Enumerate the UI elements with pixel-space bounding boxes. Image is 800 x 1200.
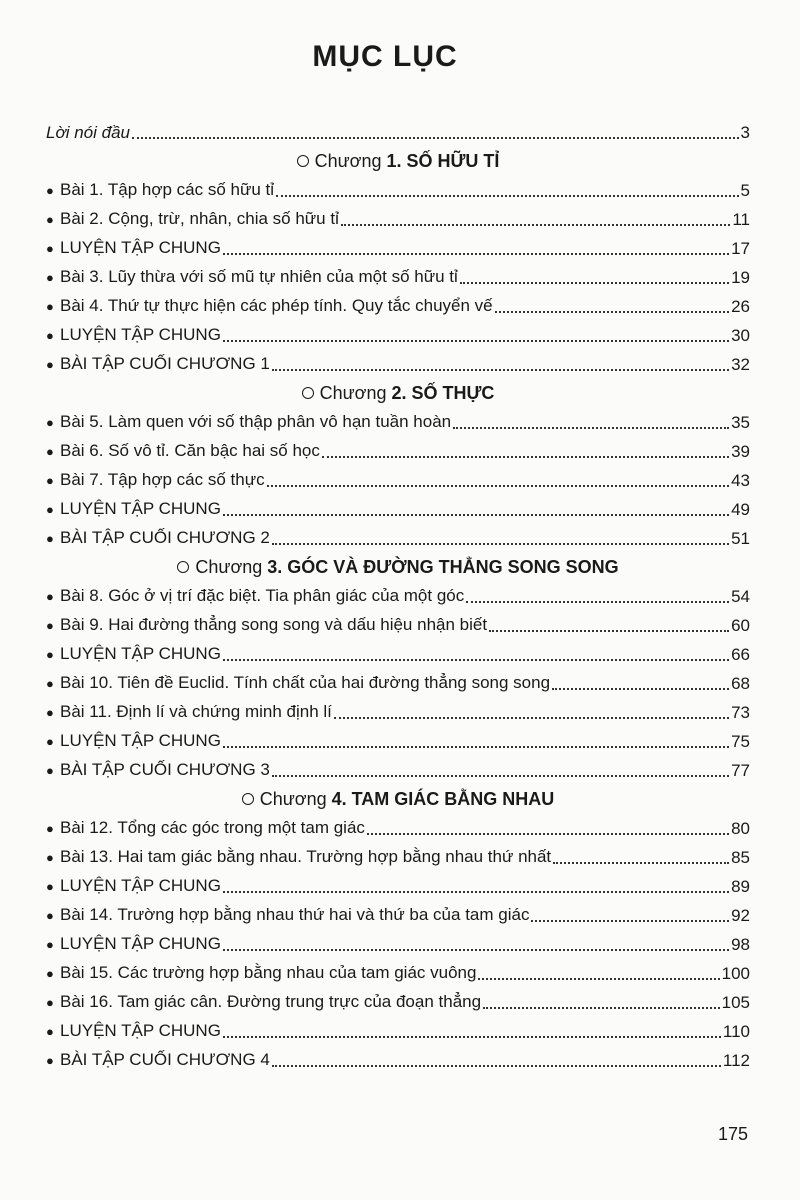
toc-entry-label: ● Bài 2. Cộng, trừ, nhân, chia số hữu tỉ xyxy=(46,209,339,228)
toc-entry-page: 17 xyxy=(731,239,750,258)
bullet-icon: ● xyxy=(46,618,54,633)
toc-entry-page: 54 xyxy=(731,587,750,606)
bullet-icon: ● xyxy=(46,705,54,720)
toc-entry-label: ● Bài 10. Tiên đề Euclid. Tính chất của hai đường thẳng song song xyxy=(46,673,551,692)
toc-entry-label: ● Bài 5. Làm quen với số thập phân vô hạn tuần hoàn xyxy=(46,412,452,431)
dot-leader xyxy=(223,339,729,342)
chapter-heading-4 xyxy=(46,781,750,810)
bullet-icon: ● xyxy=(46,937,54,952)
toc-entry-label: ● BÀI TẬP CUỐI CHƯƠNG 1 xyxy=(46,354,270,373)
bullet-icon: ● xyxy=(46,995,54,1010)
bullet-icon: ● xyxy=(46,299,54,314)
chapter-word: Chương xyxy=(195,557,263,577)
toc-entry[interactable] xyxy=(46,491,750,520)
toc-entry-page: 92 xyxy=(731,906,750,925)
toc-entry-page: 43 xyxy=(731,471,750,490)
dot-leader xyxy=(483,1006,720,1009)
toc-entry[interactable] xyxy=(46,694,750,723)
toc-entry-page: 32 xyxy=(731,355,750,374)
toc-entry-label: Lời nói đầu xyxy=(46,123,131,142)
toc-entry-page: 112 xyxy=(722,1051,750,1070)
dot-leader xyxy=(272,774,729,777)
hollow-circle-icon xyxy=(302,387,314,399)
dot-leader xyxy=(553,861,729,864)
toc-entry-label: ● BÀI TẬP CUỐI CHƯƠNG 3 xyxy=(46,760,270,779)
dot-leader xyxy=(460,281,729,284)
toc-entry-page: 66 xyxy=(731,645,750,664)
dot-leader xyxy=(223,658,729,661)
dot-leader xyxy=(552,687,729,690)
toc-entry-page: 77 xyxy=(731,761,750,780)
toc-entry-page: 110 xyxy=(722,1022,750,1041)
bullet-icon: ● xyxy=(46,502,54,517)
toc-entry[interactable] xyxy=(46,172,750,201)
toc-entry-label: ● Bài 15. Các trường hợp bằng nhau của tam giác vuông xyxy=(46,963,477,982)
bullet-icon: ● xyxy=(46,444,54,459)
toc-entry[interactable] xyxy=(46,404,750,433)
toc-entry-label: ● Bài 8. Góc ở vị trí đặc biệt. Tia phân giác của một góc xyxy=(46,586,465,605)
toc-entry-label: ● LUYỆN TẬP CHUNG xyxy=(46,238,221,257)
bullet-icon: ● xyxy=(46,183,54,198)
bullet-icon: ● xyxy=(46,270,54,285)
toc-entry-page: 75 xyxy=(731,732,750,751)
toc-entry-label: ● LUYỆN TẬP CHUNG xyxy=(46,644,221,663)
bullet-icon: ● xyxy=(46,821,54,836)
toc-entry[interactable] xyxy=(46,839,750,868)
dot-leader xyxy=(276,194,738,197)
table-of-contents xyxy=(46,114,750,1071)
toc-entry-page: 51 xyxy=(731,529,750,548)
toc-entry[interactable] xyxy=(46,1042,750,1071)
chapter-name: 3. GÓC VÀ ĐƯỜNG THẲNG SONG SONG xyxy=(267,557,619,577)
toc-entry-label: ● Bài 1. Tập hợp các số hữu tỉ xyxy=(46,180,275,199)
dot-leader xyxy=(367,832,729,835)
bullet-icon: ● xyxy=(46,676,54,691)
dot-leader xyxy=(132,136,739,139)
toc-entry[interactable] xyxy=(46,955,750,984)
toc-entry[interactable] xyxy=(46,868,750,897)
toc-entry[interactable] xyxy=(46,1013,750,1042)
toc-entry[interactable] xyxy=(46,230,750,259)
toc-entry-intro[interactable] xyxy=(46,114,750,143)
dot-leader xyxy=(453,426,729,429)
bullet-icon: ● xyxy=(46,908,54,923)
toc-entry-page: 49 xyxy=(731,500,750,519)
toc-entry[interactable] xyxy=(46,723,750,752)
toc-entry-page: 60 xyxy=(731,616,750,635)
toc-entry-label: ● Bài 13. Hai tam giác bằng nhau. Trường hợp bằng nhau thứ nhất xyxy=(46,847,552,866)
toc-entry-page: 80 xyxy=(731,819,750,838)
dot-leader xyxy=(272,1064,721,1067)
toc-entry-page: 35 xyxy=(731,413,750,432)
toc-entry[interactable] xyxy=(46,288,750,317)
toc-entry-label: ● Bài 9. Hai đường thẳng song song và dấu hiệu nhận biết xyxy=(46,615,488,634)
dot-leader xyxy=(334,716,729,719)
chapter-name: 1. SỐ HỮU TỈ xyxy=(386,151,500,171)
hollow-circle-icon xyxy=(297,155,309,167)
page-title: MỤC LỤC xyxy=(312,40,458,73)
bullet-icon: ● xyxy=(46,1053,54,1068)
chapter-name: 2. SỐ THỰC xyxy=(391,383,495,403)
toc-entry-label: ● Bài 4. Thứ tự thực hiện các phép tính. Quy tắc chuyển vế xyxy=(46,296,493,315)
toc-entry[interactable] xyxy=(46,607,750,636)
toc-entry-page: 26 xyxy=(731,297,750,316)
toc-entry-label: ● Bài 16. Tam giác cân. Đường trung trực của đoạn thẳng xyxy=(46,992,482,1011)
toc-entry-label: ● LUYỆN TẬP CHUNG xyxy=(46,325,221,344)
toc-entry-label: ● Bài 11. Định lí và chứng minh định lí xyxy=(46,702,332,721)
chapter-word: Chương xyxy=(314,151,382,171)
toc-entry-label: ● LUYỆN TẬP CHUNG xyxy=(46,934,221,953)
toc-entry-label: ● Bài 7. Tập hợp các số thực xyxy=(46,470,265,489)
dot-leader xyxy=(466,600,729,603)
toc-entry[interactable] xyxy=(46,897,750,926)
dot-leader xyxy=(223,1035,721,1038)
chapter-name: 4. TAM GIÁC BẰNG NHAU xyxy=(331,789,555,809)
toc-entry-label: ● BÀI TẬP CUỐI CHƯƠNG 2 xyxy=(46,528,270,547)
toc-entry[interactable] xyxy=(46,520,750,549)
toc-entry[interactable] xyxy=(46,926,750,955)
toc-entry-page: 11 xyxy=(732,210,750,229)
bullet-icon: ● xyxy=(46,589,54,604)
toc-entry[interactable] xyxy=(46,433,750,462)
toc-entry-label: ● LUYỆN TẬP CHUNG xyxy=(46,499,221,518)
toc-entry-page: 98 xyxy=(731,935,750,954)
dot-leader xyxy=(531,919,729,922)
bullet-icon: ● xyxy=(46,241,54,256)
dot-leader xyxy=(341,223,730,226)
bullet-icon: ● xyxy=(46,531,54,546)
toc-entry-label: ● LUYỆN TẬP CHUNG xyxy=(46,1021,221,1040)
toc-entry-label: ● Bài 6. Số vô tỉ. Căn bậc hai số học xyxy=(46,441,320,460)
toc-entry[interactable] xyxy=(46,578,750,607)
toc-entry-label: ● Bài 12. Tổng các góc trong một tam giác xyxy=(46,818,365,837)
toc-entry-page: 73 xyxy=(731,703,750,722)
chapter-word: Chương xyxy=(259,789,327,809)
dot-leader xyxy=(223,948,729,951)
bullet-icon: ● xyxy=(46,357,54,372)
toc-entry-page: 105 xyxy=(721,993,750,1012)
toc-entry-page: 19 xyxy=(731,268,750,287)
toc-entry-label: ● Bài 3. Lũy thừa với số mũ tự nhiên của một số hữu tỉ xyxy=(46,267,458,286)
dot-leader xyxy=(478,977,719,980)
toc-entry[interactable] xyxy=(46,636,750,665)
toc-entry[interactable] xyxy=(46,810,750,839)
toc-entry-page: 68 xyxy=(731,674,750,693)
bullet-icon: ● xyxy=(46,1024,54,1039)
toc-entry-page: 89 xyxy=(731,877,750,896)
toc-entry[interactable] xyxy=(46,984,750,1013)
dot-leader xyxy=(267,484,729,487)
toc-entry-label: ● LUYỆN TẬP CHUNG xyxy=(46,731,221,750)
toc-entry[interactable] xyxy=(46,346,750,375)
bullet-icon: ● xyxy=(46,647,54,662)
toc-entry-label: ● LUYỆN TẬP CHUNG xyxy=(46,876,221,895)
toc-entry-page: 39 xyxy=(731,442,750,461)
toc-entry-page: 30 xyxy=(731,326,750,345)
toc-entry[interactable] xyxy=(46,201,750,230)
toc-entry[interactable] xyxy=(46,665,750,694)
page-number: 175 xyxy=(717,1124,748,1144)
chapter-heading-1 xyxy=(46,143,750,172)
chapter-heading-3 xyxy=(46,549,750,578)
dot-leader xyxy=(223,252,729,255)
dot-leader xyxy=(272,368,729,371)
bullet-icon: ● xyxy=(46,734,54,749)
dot-leader xyxy=(223,745,729,748)
dot-leader xyxy=(223,890,729,893)
toc-entry[interactable] xyxy=(46,462,750,491)
toc-entry-page: 5 xyxy=(740,181,750,200)
toc-entry[interactable] xyxy=(46,259,750,288)
hollow-circle-icon xyxy=(242,793,254,805)
dot-leader xyxy=(322,455,729,458)
bullet-icon: ● xyxy=(46,850,54,865)
toc-entry[interactable] xyxy=(46,317,750,346)
bullet-icon: ● xyxy=(46,879,54,894)
toc-entry-label: ● BÀI TẬP CUỐI CHƯƠNG 4 xyxy=(46,1050,270,1069)
bullet-icon: ● xyxy=(46,763,54,778)
chapter-heading-2 xyxy=(46,375,750,404)
bullet-icon: ● xyxy=(46,473,54,488)
bullet-icon: ● xyxy=(46,328,54,343)
toc-entry-label: ● Bài 14. Trường hợp bằng nhau thứ hai và thứ ba của tam giác xyxy=(46,905,530,924)
hollow-circle-icon xyxy=(177,561,189,573)
toc-entry-page: 100 xyxy=(721,964,750,983)
toc-entry-page: 85 xyxy=(731,848,750,867)
bullet-icon: ● xyxy=(46,212,54,227)
bullet-icon: ● xyxy=(46,415,54,430)
toc-entry-page: 3 xyxy=(740,123,750,142)
dot-leader xyxy=(223,513,729,516)
dot-leader xyxy=(495,310,729,313)
bullet-icon: ● xyxy=(46,966,54,981)
dot-leader xyxy=(489,629,729,632)
dot-leader xyxy=(272,542,729,545)
chapter-word: Chương xyxy=(319,383,387,403)
toc-entry[interactable] xyxy=(46,752,750,781)
